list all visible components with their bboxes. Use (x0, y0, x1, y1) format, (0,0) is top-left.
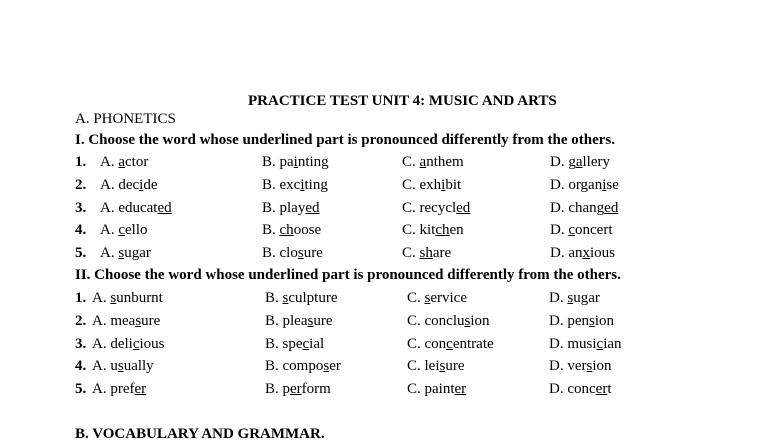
question-number: 5. (75, 381, 87, 398)
option-text: en (449, 222, 464, 239)
option-a (92, 312, 160, 330)
part1-instruction: I. Choose the word whose underlined part is pronounced differently from the others. (75, 132, 616, 148)
option-text: se (606, 176, 619, 193)
option-text: culpture (288, 290, 338, 306)
option-text: C. paint (407, 381, 455, 398)
option-text: oncert (575, 222, 613, 239)
option-text: ial (309, 335, 325, 352)
option-text: D. (550, 222, 569, 239)
underlined-part: s (307, 312, 314, 329)
underlined-part: i (602, 176, 607, 193)
underlined-part: s (424, 290, 431, 306)
option-b (265, 380, 331, 398)
option-text: A. (100, 154, 119, 170)
option-text: ious (139, 335, 165, 352)
option-text: B. spe (265, 335, 303, 352)
option-c (402, 199, 470, 217)
option-text: B. exc (262, 176, 301, 193)
underlined-part: er (290, 381, 302, 398)
option-c (407, 357, 465, 375)
underlined-part: ch (435, 222, 450, 239)
option-d (550, 153, 610, 171)
option-text: D. organ (550, 176, 603, 193)
option-text: D. an (550, 245, 583, 262)
option-text: D. chang (550, 199, 605, 216)
option-text: C. lei (407, 358, 440, 375)
option-text: er (329, 358, 341, 375)
option-text: D. pen (549, 312, 589, 329)
option-text: A. educat (100, 199, 158, 216)
option-text: C. con (407, 335, 447, 352)
option-a (100, 199, 172, 217)
option-text: D. g (550, 154, 576, 170)
option-text: B. (262, 222, 280, 239)
option-b (265, 312, 333, 330)
part2-instruction: II. Choose the word whose underlined part is pronounced differently from the others. (75, 267, 621, 283)
option-c (402, 153, 464, 171)
option-text: D. conc (549, 381, 596, 398)
option-text: C. exh (402, 176, 442, 193)
underlined-part: c (118, 222, 126, 239)
option-text: ion (592, 358, 612, 375)
section-b-heading: B. VOCABULARY AND GRAMMAR. (75, 426, 325, 442)
underlined-part: c (596, 335, 604, 352)
option-text: A. dec (100, 176, 140, 193)
option-b (265, 335, 324, 353)
option-text: ervice (430, 290, 467, 306)
option-text: nting (297, 154, 329, 170)
option-text: C. recycl (402, 199, 457, 216)
option-text: C. (402, 245, 420, 262)
option-a (100, 244, 151, 262)
underlined-part: c (302, 335, 310, 352)
underlined-part: s (117, 358, 124, 375)
option-text: ious (590, 245, 616, 262)
underlined-part: i (441, 176, 446, 193)
option-text: B. (265, 290, 283, 306)
question-number: 5. (75, 245, 87, 262)
option-c (407, 380, 466, 398)
question-number: 3. (75, 199, 87, 216)
option-text: oose (293, 222, 322, 239)
option-text: t (607, 381, 612, 398)
underlined-part: er (454, 381, 467, 398)
option-text: A. mea (92, 312, 136, 329)
underlined-part: s (297, 245, 304, 262)
option-text: ion (594, 312, 615, 329)
option-text: ian (603, 335, 622, 352)
option-text: A. (100, 222, 119, 239)
option-text: ion (470, 312, 490, 329)
option-d (550, 244, 615, 262)
option-text: form (301, 381, 331, 398)
underlined-part: i (300, 176, 305, 193)
option-text: ure (313, 312, 333, 329)
option-text: nthem (426, 154, 464, 170)
question-number: 2. (75, 312, 87, 329)
option-text: entrate (452, 335, 494, 352)
option-b (265, 357, 341, 375)
option-text: ello (125, 222, 148, 239)
underlined-part: i (293, 154, 298, 170)
option-text: D. ver (549, 358, 587, 375)
option-text: are (432, 245, 452, 262)
option-text: ctor (125, 154, 149, 170)
underlined-part: ch (279, 222, 294, 239)
option-a (92, 380, 146, 398)
option-text: B. plea (265, 312, 308, 329)
option-b (265, 289, 338, 307)
option-text: B. p (265, 381, 291, 398)
option-a (92, 289, 163, 307)
underlined-part: s (118, 245, 125, 262)
option-text: unburnt (116, 290, 163, 306)
option-text: C. (402, 154, 420, 170)
underlined-part: a (118, 154, 126, 170)
option-text: D. musi (549, 335, 597, 352)
option-text: de (143, 176, 158, 193)
option-text: ure (303, 245, 323, 262)
question-number: 4. (75, 222, 87, 239)
underlined-part: s (110, 290, 117, 306)
option-b (262, 199, 320, 217)
option-text: B. pa (262, 154, 294, 170)
question-number: 1. (75, 154, 87, 170)
underlined-part: sh (419, 245, 433, 262)
underlined-part: c (568, 222, 576, 239)
option-text: ugar (124, 245, 151, 262)
underlined-part: s (464, 312, 471, 329)
option-a (100, 153, 148, 171)
option-text: ugar (573, 290, 600, 306)
underlined-part: ed (157, 199, 172, 216)
question-number: 2. (75, 176, 87, 193)
underlined-part: s (567, 290, 574, 306)
option-b (262, 244, 323, 262)
underlined-part: c (132, 335, 140, 352)
underlined-part: x (582, 245, 590, 262)
option-d (550, 176, 619, 194)
option-text: B. compo (265, 358, 324, 375)
underlined-part: a (419, 154, 427, 170)
option-text: A. (100, 245, 119, 262)
option-text: ure (445, 358, 465, 375)
underlined-part: s (135, 312, 142, 329)
question-number: 3. (75, 335, 87, 352)
option-text: B. play (262, 199, 306, 216)
option-text: C. (407, 290, 425, 306)
option-c (407, 335, 494, 353)
option-text: A. u (92, 358, 118, 375)
option-text: bit (445, 176, 462, 193)
option-c (407, 289, 467, 307)
option-d (549, 357, 612, 375)
option-d (550, 199, 618, 217)
option-b (262, 221, 321, 239)
option-text: ure (141, 312, 161, 329)
section-a-heading: A. PHONETICS (75, 111, 176, 127)
option-text: C. conclu (407, 312, 465, 329)
underlined-part: s (589, 312, 595, 329)
option-b (262, 176, 328, 194)
underlined-part: ed (305, 199, 320, 216)
option-text: ting (304, 176, 328, 193)
option-c (402, 244, 451, 262)
question-number: 1. (75, 290, 87, 306)
option-c (402, 176, 461, 194)
option-text: A. deli (92, 335, 133, 352)
option-a (92, 335, 165, 353)
option-text: C. kit (402, 222, 436, 239)
option-text: B. clo (262, 245, 298, 262)
option-d (550, 221, 613, 239)
underlined-part: ed (604, 199, 619, 216)
option-text: llery (582, 154, 611, 170)
option-text: A. pref (92, 381, 135, 398)
underlined-part: s (586, 358, 593, 375)
option-text: D. (549, 290, 568, 306)
underlined-part: ed (456, 199, 471, 216)
option-d (549, 335, 622, 353)
underlined-part: s (439, 358, 446, 375)
question-number: 4. (75, 358, 87, 375)
underlined-part: a (575, 154, 583, 170)
underlined-part: s (323, 358, 330, 375)
option-b (262, 153, 329, 171)
underlined-part: er (134, 381, 147, 398)
option-d (549, 312, 614, 330)
underlined-part: c (446, 335, 453, 352)
option-text: ually (123, 358, 154, 375)
underlined-part: er (595, 381, 608, 398)
option-c (407, 312, 490, 330)
option-a (100, 221, 148, 239)
underlined-part: s (282, 290, 289, 306)
option-a (100, 176, 158, 194)
page-title: PRACTICE TEST UNIT 4: MUSIC AND ARTS (248, 93, 557, 109)
option-d (549, 380, 611, 398)
option-c (402, 221, 464, 239)
option-a (92, 357, 154, 375)
option-text: A. (92, 290, 111, 306)
option-d (549, 289, 600, 307)
underlined-part: i (139, 176, 144, 193)
